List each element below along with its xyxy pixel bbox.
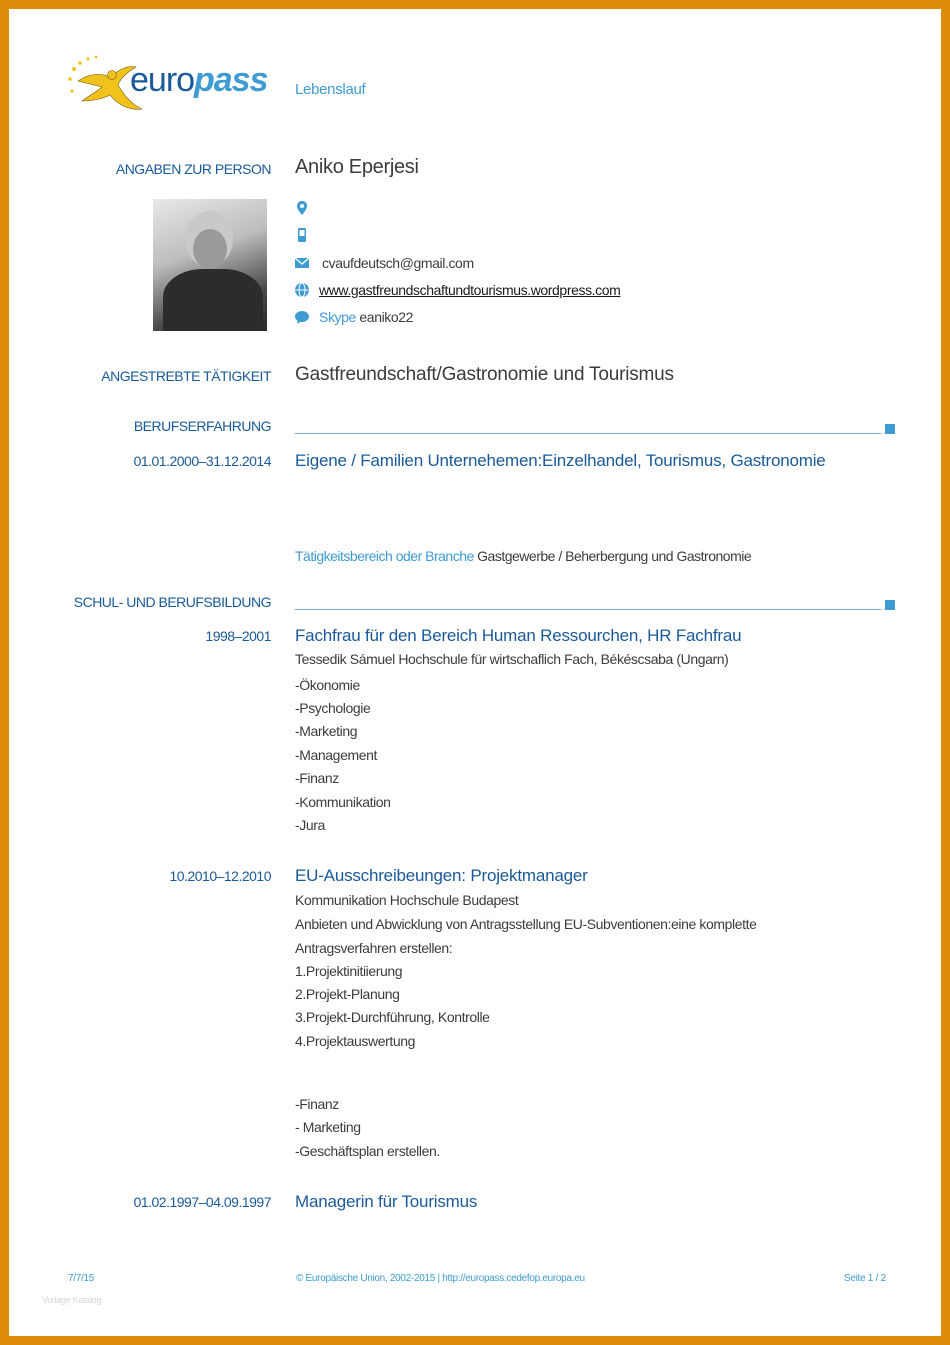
footer-copyright[interactable]: © Europäische Union, 2002-2015 | http://europass.cedefop.europa.eu bbox=[296, 1273, 585, 1284]
envelope-icon bbox=[294, 255, 310, 271]
section-divider-education bbox=[295, 609, 881, 610]
email-address[interactable]: cvaufdeutsch@gmail.com bbox=[322, 255, 474, 271]
chat-bubble-icon bbox=[294, 309, 310, 325]
section-marker-education bbox=[885, 600, 895, 610]
logo-text-pass: pass bbox=[194, 61, 268, 99]
skype-label: Skype bbox=[319, 309, 356, 325]
location-pin-icon bbox=[294, 200, 310, 216]
education-detail: - Marketing bbox=[295, 1119, 361, 1135]
skype-id[interactable]: eaniko22 bbox=[359, 309, 414, 325]
education-detail: 4.Projektauswertung bbox=[295, 1033, 416, 1049]
experience-date: 01.01.2000–31.12.2014 bbox=[133, 453, 271, 469]
section-label-education: SCHUL- UND BERUFSBILDUNG bbox=[73, 594, 271, 610]
education-subject: -Finanz bbox=[295, 770, 339, 786]
desired-job-value: Gastfreundschaft/Gastronomie und Tourismus bbox=[295, 364, 674, 385]
europass-logo bbox=[66, 55, 276, 115]
sector-value: Gastgewerbe / Beherbergung und Gastronomie bbox=[477, 548, 752, 564]
person-name: Aniko Eperjesi bbox=[295, 156, 419, 178]
education-detail: 1.Projektinitiierung bbox=[295, 963, 403, 979]
education-detail: Anbieten und Abwicklung von Antragsstellung EU-Subventionen:eine komplette bbox=[295, 916, 757, 932]
education-subject: -Jura bbox=[295, 817, 325, 833]
education-detail: Antragsverfahren erstellen: bbox=[295, 940, 453, 956]
watermark-text: Vorlage Katalog bbox=[42, 1295, 102, 1305]
education-institution: Tessedik Sámuel Hochschule für wirtschaflich Fach, Békéscsaba (Ungarn) bbox=[295, 651, 729, 667]
section-label-experience: BERUFSERFAHRUNG bbox=[133, 418, 271, 434]
globe-icon bbox=[294, 282, 310, 298]
experience-sector-row bbox=[295, 548, 751, 564]
section-divider-experience bbox=[295, 433, 881, 434]
section-marker-experience bbox=[885, 424, 895, 434]
footer-page-number: Seite 1 / 2 bbox=[844, 1273, 886, 1284]
education-subject: -Kommunikation bbox=[295, 794, 391, 810]
profile-photo bbox=[153, 199, 267, 331]
education-detail: -Geschäftsplan erstellen. bbox=[295, 1143, 440, 1159]
education-title: EU-Ausschreibeungen: Projektmanager bbox=[295, 866, 588, 885]
education-title: Managerin für Tourismus bbox=[295, 1192, 478, 1211]
section-label-personal: ANGABEN ZUR PERSON bbox=[115, 161, 271, 177]
education-date: 10.2010–12.2010 bbox=[169, 868, 271, 884]
education-subject: -Marketing bbox=[295, 723, 358, 739]
education-subject: -Psychologie bbox=[295, 700, 371, 716]
education-subject: -Ökonomie bbox=[295, 677, 360, 693]
sector-label: Tätigkeitsbereich oder Branche bbox=[295, 548, 474, 564]
mobile-phone-icon bbox=[294, 227, 310, 243]
education-institution: Kommunikation Hochschule Budapest bbox=[295, 892, 519, 908]
education-detail: 2.Projekt-Planung bbox=[295, 986, 400, 1002]
education-date: 01.02.1997–04.09.1997 bbox=[133, 1194, 271, 1210]
document-type-title: Lebenslauf bbox=[295, 81, 366, 98]
section-label-desired-job: ANGESTREBTE TÄTIGKEIT bbox=[101, 368, 271, 384]
footer-date: 7/7/15 bbox=[68, 1273, 95, 1284]
logo-text-euro: euro bbox=[130, 61, 195, 99]
education-date: 1998–2001 bbox=[205, 628, 271, 644]
experience-title: Eigene / Familien Unternehemen:Einzelhandel, Tourismus, Gastronomie bbox=[295, 451, 826, 470]
education-detail: -Finanz bbox=[295, 1096, 339, 1112]
website-link[interactable]: www.gastfreundschaftundtourismus.wordpress.com bbox=[319, 282, 621, 298]
education-subject: -Management bbox=[295, 747, 377, 763]
education-title: Fachfrau für den Bereich Human Ressourchen, HR Fachfrau bbox=[295, 626, 742, 645]
skype-row bbox=[319, 309, 413, 325]
education-detail: 3.Projekt-Durchführung, Kontrolle bbox=[295, 1009, 490, 1025]
